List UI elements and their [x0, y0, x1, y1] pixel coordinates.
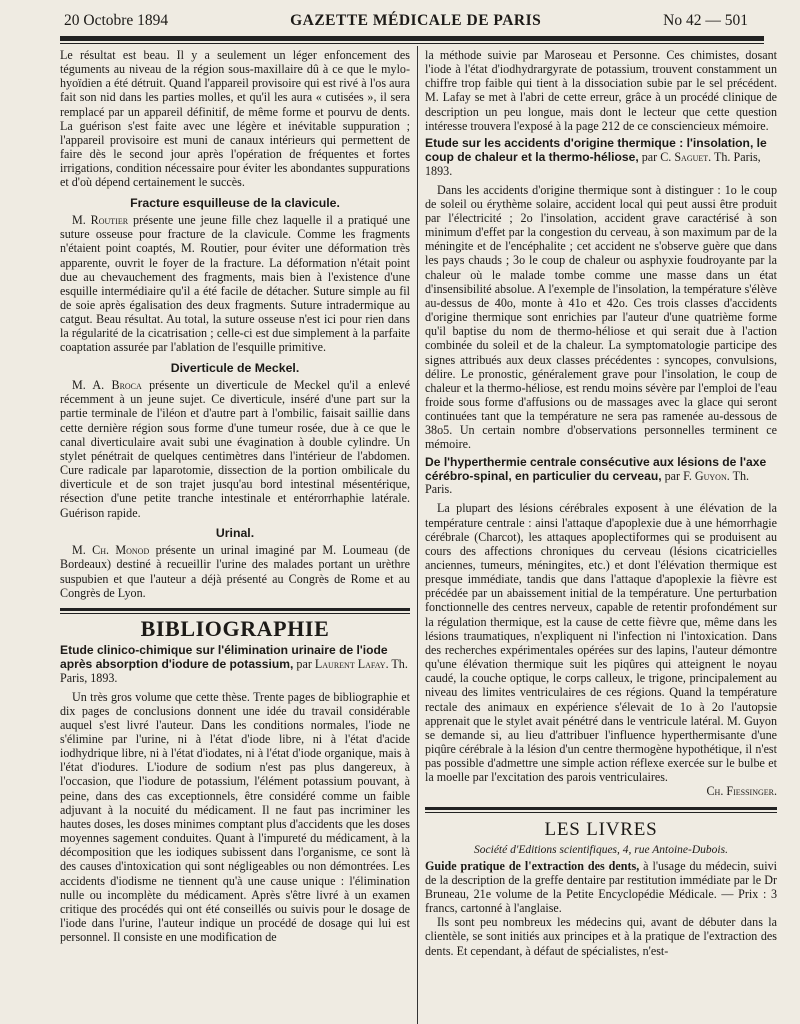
paragraph-urinal: M. Ch. Monod présente un urinal imaginé par M. Loumeau (de Bordeaux) destiné à recueillir l'urine des malades portant un urèthre suspubien et que l'auteur a déjà présenté au Congrès de Rome et au Congrès de Lyon. — [60, 543, 410, 600]
right-column — [425, 48, 777, 958]
header-rule-thin — [60, 43, 764, 44]
section-title-bibliographie: BIBLIOGRAPHIE — [140, 615, 330, 641]
header-date: 20 Octobre 1894 — [64, 12, 169, 29]
review-title-iode: Etude clinico-chimique sur l'élimination urinaire de l'iode après absorption d'iodure de potassium, par Laurent Lafay. Th. Paris, 1893. — [60, 642, 408, 685]
paragraph-iode-cont: la méthode suivie par Maroseau et Personne. Ces chimistes, dosant l'iode à l'état d'iodhydrargyrate de potassium, trouvent constamment un chiffre trop faible qui tient à la dissociation subie par le sel précédent. M. Lafay se met à l'abri de cette erreur, grâce à un procédé clinique de description un peu longue, mais dont le lecteur que cette question intéresse trouvera l'exposé à la page 212 de ce consciencieux mémoire. — [425, 48, 777, 133]
author-monod: Ch. Monod — [92, 543, 150, 558]
section-rule-thick-right — [425, 807, 777, 810]
author-lafay: Laurent Lafay — [314, 656, 386, 671]
paragraph-intro: Le résultat est beau. Il y a seulement un léger enfoncement des téguments au niveau de la région sous-maxillaire dû à ce que le mylo-hyoïdien a été détruit. Quand l'appareil provisoire qui est rivé à l'os aura fait son nid dans les parties molles, et qu'il les aura « cutisées », il sera remplacé par un appareil définitif, de même forme et pourvu de dents. La guérison s'est faite avec une légère et inévitable suppuration ; l'appareil provisoire est muni de canaux intérieurs qui permettent de faire dès le second jour après l'opération de fréquentes et fortes irrigations, condition nécessaire pour éviter les abondantes suppurations et d'où dépend certainement le succès. — [60, 48, 410, 190]
left-column — [60, 48, 410, 944]
paragraph-meckel: M. A. Broca présente un diverticule de Meckel qu'il a enlevé récemment à un jeune sujet. Ce diverticule, inséré d'une part sur la partie terminale de l'iléon et d'autre part à l'ombilic, faisait saillie dans cette dernière région sous forme d'une tumeur rosée, due à ce que le canal diverticulaire avait subi une évagination à double cylindre. Un stylet pénétrait de quelques centimètres dans l'intérieur de l'abdomen. Cure radicale par laparotomie, dissection de la portion ombilicale du diverticule et de son trajet jusqu'au bord intestinal mésentérique, résection d'une petite tranche intestinale et entérorrhaphie latérale. Guérison rapide. — [60, 378, 410, 520]
heading-meckel: Diverticule de Meckel. — [170, 360, 300, 375]
author-broca: Broca — [111, 378, 142, 393]
book-title: Guide pratique de l'extraction des dents, — [425, 858, 640, 873]
header-title: GAZETTE MÉDICALE DE PARIS — [290, 12, 542, 29]
review-title-thermique: Etude sur les accidents d'origine thermique : l'insolation, le coup de chaleur et la thermo-héliose, par C. Saguet. Th. Paris, 1893. — [425, 135, 767, 178]
heading-urinal: Urinal. — [215, 525, 255, 540]
section-rule-thin — [60, 613, 410, 614]
section-rule-thick — [60, 608, 410, 611]
author-routier: Routier — [90, 213, 129, 228]
section-rule-thin-right — [425, 812, 777, 813]
section-title-les-livres: LES LIVRES — [544, 818, 658, 840]
book-guide-extraction: Guide pratique de l'extraction des dents, à l'usage du médecin, suivi de la description de la greffe dentaire par restitution immédiate par le Dr Bruneau, 21e volume de la Petite Encyclopédie Médicale. — Prix : 3 francs, cartonné à l'anglaise. — [425, 858, 777, 916]
paragraph-clavicle: M. Routier présente une jeune fille chez laquelle il a pratiqué une suture osseuse pour fracture de la clavicule. Comme les fragments n'étaient point coaptés, M. Routier, pour éviter une déformation très apparente, ouvrit le foyer de la fracture. La déformation n'était point due au chevauchement des fragments, mais bien à l'existence d'une esquille intermédiaire qu'il a été facile de détacher. Suture simple au fil de soie après égalisation des deux fragments. Suture intradermique au catgut. Beau résultat. Au total, la suture osseuse n'est ici pour rien dans la régularité de la cicatrisation ; celle-ci est due simplement à la parfaite coaptation assurée par l'ablation de l'esquille primitive. — [60, 213, 410, 355]
paragraph-thermique: Dans les accidents d'origine thermique sont à distinguer : 1o le coup de soleil ou érythème solaire, accident local qui peut aussi être produit par l'électricité ; 2o l'insolation, accident grave caractérisé à son minimum d'effet par la congestion du cerveau, à son maximum par de la méningite et de l'encéphalite ; cet accident ne s'observe guère que dans les pays chauds ; 3o le coup de chaleur ou asphyxie foudroyante par la chaleur où le malade tombe comme une masse dans un état d'insensibilité absolue. A l'exemple de l'insolation, la température s'élève au-dessus de 40o, monte à 41o et 42o. Ces trois classes d'accidents d'origine thermique sont enrichies par l'auteur d'une quatrième forme qu'il baptise du nom de thermo-héliose et qui serait due à l'action combinée du soleil et de la chaleur. La symptomatologie participe des signes attribués aux deux classes précédentes : syncopes, convulsions, délire. Le pronostic, généralement grave pour l'insolation, le coup de chaleur et la thermo-héliose, est rendu moins sévère par l'emploi de l'eau froide sous forme d'affusions ou de massages avec la glace qui seront continuées tant que la température ne sera pas ramenée au-dessous de 38o5. Un certain nombre d'observations personnelles terminent ce mémoire. — [425, 182, 777, 452]
header-rule-thick — [60, 36, 764, 41]
paragraph-hyperthermie: La plupart des lésions cérébrales exposent à une élévation de la température centrale : ainsi l'attaque d'apoplexie due à une hémorrhagie cérébrale (Charcot), les attaques apoplectiformes qui se produisent au cours des affections chroniques du cerveau (lésions cicatricielles anciennes, tumeurs, méningites, etc.) et dont l'élévation thermique est presque immédiate, tandis que dans l'attaque d'apoplexie la fièvre est précédée par un abaissement initial de la température. Une perturbation fonctionnelle des centres nerveux, capable de retentir profondément sur la régulation thermique, est la cause de cette fièvre que, même dans les lésions traumatiques, n'expliquent ni l'infection ni l'intoxication. Dans des recherches expérimentales opérées sur des lapins, l'auteur démontre qu'une élévation thermique suit les piqûres qui atteignent le noyau caudé, la couche optique, le corps calleux, le trigone, principalement au niveau des limites ventriculaires de ces régions. Quand la température rectale des animaux en expérience s'élevait de 1o à 2o l'autopsie apprenait que le stylet avait pénétré dans le ventricule latéral. M. Guyon se demande si, au lieu d'attribuer l'influence hyperthermisante d'une piqûre cérébrale à la lésion d'un centre thermogène hypothétique, il n'est pas possible d'admettre une simple action réflexe exercée sur le bulbe et la moelle par l'excitation des parois ventriculaires. — [425, 501, 777, 785]
paragraph-livres: Ils sont peu nombreux les médecins qui, avant de débuter dans la clientèle, se sont initiés aux principes et à la pratique de l'extraction des dents. Et cependant, à défaut de spécialistes, n'est- — [425, 915, 777, 958]
signature-fiessinger: Ch. Fiessinger. — [706, 784, 777, 799]
page-header — [64, 12, 748, 32]
paragraph-iode: Un très gros volume que cette thèse. Trente pages de bibliographie et dix pages de conclusions donnent une idée du travail considérable auquel s'est livré l'auteur. Dans les conditions normales, l'iode ne s'élimine par l'urine, ni à l'état d'iode libre, ni à l'état d'acide iodhydrique libre, ni à l'état d'iodates, ni à l'état d'iode organique, mais à l'état d'iodures. L'iodure de sodium n'est pas plus dangereux, à l'occasion, que l'iodure de potassium, l'élément potassium pouvant, à peine, dans des cas exceptionnels, être considéré comme un faible adjuvant à la nocuité du médicament. Il ne faut pas incriminer les hautes doses, les doses minimes comptant plus d'accidents que les doses moyennes sagement conduites. Quant à l'impureté du médicament, à la décomposition que les iodiques subissent dans l'organisme, ce sont là des causes d'intoxication qui sont négligeables ou non démontrées. Les accidents d'iodisme ne tiennent qu'à une cause unique : l'élimination nulle ou incomplète du médicament. Après s'être livré à un examen critique des procédés qui ont été conseillés ou suivis pour le dosage de l'iode dans l'urine, l'auteur indique un procédé de dosage qui lui est personnel. Il consiste en une modification de — [60, 689, 410, 945]
author-saguet: C. Saguet — [660, 149, 709, 164]
header-page-number: No 42 — 501 — [663, 12, 748, 29]
heading-clavicle: Fracture esquilleuse de la clavicule. — [130, 195, 340, 210]
column-divider — [417, 46, 418, 1024]
publisher-line: Société d'Editions scientifiques, 4, rue Antoine-Dubois. — [474, 843, 728, 856]
author-guyon: F. Guyon — [683, 468, 727, 483]
review-title-hyperthermie: De l'hyperthermie centrale consécutive aux lésions de l'axe cérébro-spinal, en particulier du cerveau, par F. Guyon. Th. Paris. — [425, 454, 767, 497]
